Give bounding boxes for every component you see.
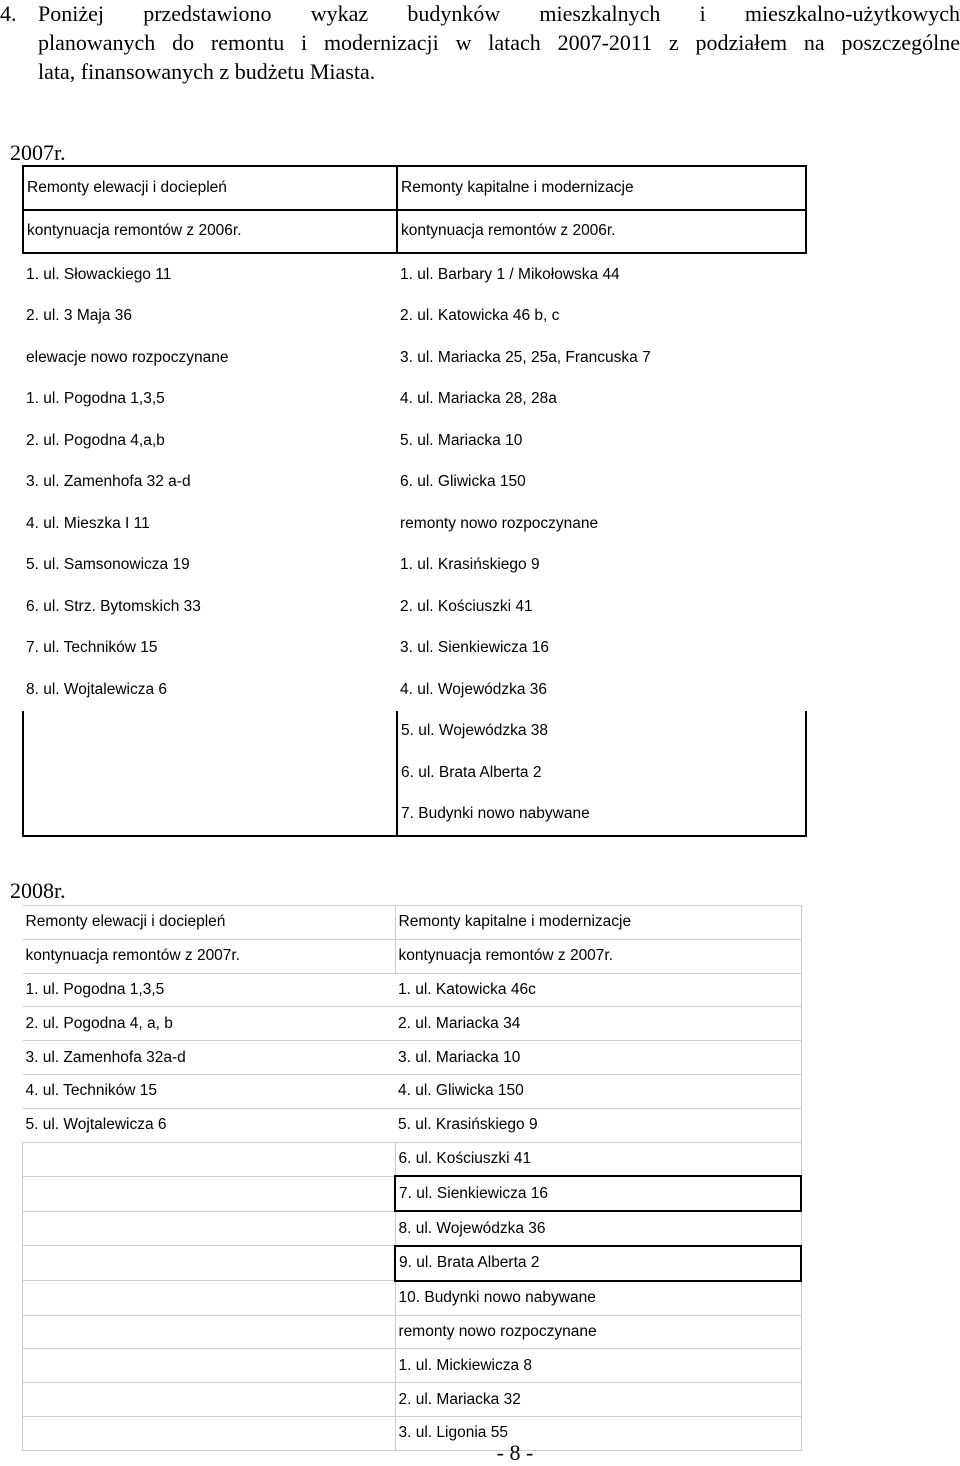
cell-elewacje: 1. ul. Słowackiego 11 xyxy=(26,265,172,283)
cell-kapitalne: remonty nowo rozpoczynane xyxy=(400,514,599,532)
cell-kapitalne: 5. ul. Wojewódzka 38 xyxy=(397,711,806,753)
cell-elewacje xyxy=(23,1281,396,1315)
table-row xyxy=(23,973,802,1007)
cell-kapitalne: 3. ul. Mariacka 10 xyxy=(395,1041,801,1075)
cell-kapitalne: 10. Budynki nowo nabywane xyxy=(395,1281,801,1315)
intro-word: przedstawiono xyxy=(143,1,272,26)
cell-elewacje: 6. ul. Strz. Bytomskich 33 xyxy=(26,597,201,615)
cell-elewacje xyxy=(23,1416,396,1450)
cell-kapitalne: 3. ul. Ligonia 55 xyxy=(395,1416,801,1450)
table-row xyxy=(23,1281,802,1315)
cell-kapitalne: 7. Budynki nowo nabywane xyxy=(397,794,806,837)
cell-elewacje: 5. ul. Wojtalewicza 6 xyxy=(23,1108,396,1142)
table-row xyxy=(23,166,806,210)
cell-kapitalne: 1. ul. Krasińskiego 9 xyxy=(400,556,540,574)
intro-word: z xyxy=(668,30,679,55)
table-row xyxy=(23,628,806,670)
table-row xyxy=(23,420,806,462)
cell-kapitalne: 2. ul. Mariacka 32 xyxy=(395,1383,801,1417)
cell-kapitalne: Remonty kapitalne i modernizacje xyxy=(395,906,801,940)
intro-word: mieszkalno-użytkowych xyxy=(744,1,960,26)
cell-elewacje xyxy=(23,1211,396,1246)
table-row xyxy=(23,1211,802,1246)
cell-elewacje: 8. ul. Wojtalewicza 6 xyxy=(26,680,167,698)
cell-kapitalne: 2. ul. Katowicka 46 b, c xyxy=(400,307,560,325)
cell-elewacje: 1. ul. Pogodna 1,3,5 xyxy=(23,973,396,1007)
intro-word: podziałem xyxy=(695,30,788,55)
cell-elewacje: Remonty elewacji i dociepleń xyxy=(23,166,397,210)
intro-line-1 xyxy=(38,0,960,28)
table-row xyxy=(23,1041,802,1075)
table-2007 xyxy=(22,165,807,837)
intro-word: latach xyxy=(488,30,541,55)
table-row xyxy=(23,1383,802,1417)
table-row xyxy=(23,462,806,504)
intro-word: Poniżej xyxy=(38,1,104,26)
cell-elewacje: Remonty elewacji i dociepleń xyxy=(23,906,396,940)
cell-kapitalne: 1. ul. Katowicka 46c xyxy=(395,973,801,1007)
table-row xyxy=(23,711,806,753)
cell-kapitalne: kontynuacja remontów z 2006r. xyxy=(397,210,806,254)
cell-kapitalne: 2. ul. Kościuszki 41 xyxy=(400,597,533,615)
table-row xyxy=(23,1349,802,1383)
intro-word: modernizacji xyxy=(323,30,439,55)
table-row xyxy=(23,794,806,837)
cell-elewacje xyxy=(23,711,397,753)
cell-elewacje: 4. ul. Mieszka I 11 xyxy=(26,514,150,532)
cell-elewacje: 2. ul. Pogodna 4,a,b xyxy=(26,431,165,449)
cell-elewacje xyxy=(23,794,397,837)
cell-kapitalne: 5. ul. Krasińskiego 9 xyxy=(395,1108,801,1142)
cell-kapitalne: 2. ul. Mariacka 34 xyxy=(395,1007,801,1041)
intro-word: poszczególne xyxy=(841,30,960,55)
table-row xyxy=(23,503,806,545)
intro-word: mieszkalnych xyxy=(539,1,661,26)
intro-word: do xyxy=(172,30,195,55)
cell-kapitalne: 7. ul. Sienkiewicza 16 xyxy=(395,1176,801,1211)
cell-elewacje: 3. ul. Zamenhofa 32a-d xyxy=(23,1041,396,1075)
cell-kapitalne: kontynuacja remontów z 2007r. xyxy=(395,939,801,973)
table-row xyxy=(23,669,806,711)
cell-kapitalne: 6. ul. Brata Alberta 2 xyxy=(397,752,806,794)
table-row xyxy=(23,1315,802,1349)
cell-kapitalne: 3. ul. Mariacka 25, 25a, Francuska 7 xyxy=(400,348,651,366)
table-row xyxy=(23,379,806,421)
cell-kapitalne: Remonty kapitalne i modernizacje xyxy=(397,166,806,210)
cell-kapitalne: 6. ul. Kościuszki 41 xyxy=(395,1142,801,1176)
cell-kapitalne: 9. ul. Brata Alberta 2 xyxy=(395,1246,801,1281)
cell-elewacje: kontynuacja remontów z 2007r. xyxy=(23,939,396,973)
cell-kapitalne: 4. ul. Gliwicka 150 xyxy=(395,1074,801,1108)
intro-word: planowanych xyxy=(38,30,156,55)
table-row xyxy=(23,1108,802,1142)
intro-word: i xyxy=(699,1,706,26)
intro-word: w xyxy=(455,30,472,55)
cell-kapitalne: 6. ul. Gliwicka 150 xyxy=(400,473,526,491)
table-row xyxy=(23,1007,802,1041)
table-row xyxy=(23,253,806,296)
cell-elewacje: 2. ul. 3 Maja 36 xyxy=(26,307,132,325)
cell-kapitalne: 3. ul. Sienkiewicza 16 xyxy=(400,639,550,657)
table-row xyxy=(23,1416,802,1450)
table-row xyxy=(23,906,802,940)
cell-elewacje xyxy=(23,1315,396,1349)
intro-word: wykaz xyxy=(310,1,369,26)
cell-kapitalne: 4. ul. Mariacka 28, 28a xyxy=(400,390,557,408)
cell-kapitalne: 1. ul. Barbary 1 / Mikołowska 44 xyxy=(400,265,620,283)
cell-elewacje xyxy=(23,1383,396,1417)
table-row xyxy=(23,586,806,628)
cell-elewacje: 4. ul. Techników 15 xyxy=(23,1074,396,1108)
table-row xyxy=(23,1074,802,1108)
cell-elewacje xyxy=(23,1246,396,1281)
table-row xyxy=(23,939,802,973)
cell-elewacje: 3. ul. Zamenhofa 32 a-d xyxy=(26,473,191,491)
table-2008 xyxy=(22,905,802,1451)
year-heading-2008: 2008r. xyxy=(10,878,66,903)
table-row xyxy=(23,1176,802,1211)
cell-elewacje: 2. ul. Pogodna 4, a, b xyxy=(23,1007,396,1041)
cell-kapitalne: 4. ul. Wojewódzka 36 xyxy=(400,680,548,698)
intro-word: na xyxy=(803,30,825,55)
intro-line-2 xyxy=(38,29,960,57)
table-row xyxy=(23,1142,802,1176)
cell-kapitalne: 1. ul. Mickiewicza 8 xyxy=(395,1349,801,1383)
year-heading-2007: 2007r. xyxy=(10,140,66,165)
table-row xyxy=(23,296,806,338)
table-row xyxy=(23,337,806,379)
cell-elewacje: kontynuacja remontów z 2006r. xyxy=(23,210,397,254)
cell-elewacje: 5. ul. Samsonowicza 19 xyxy=(26,556,190,574)
table-row xyxy=(23,545,806,587)
intro-line-3: lata, finansowanych z budżetu Miasta. xyxy=(38,59,376,84)
table-row xyxy=(23,1246,802,1281)
cell-elewacje xyxy=(23,1142,396,1176)
cell-elewacje xyxy=(23,1349,396,1383)
cell-kapitalne: 5. ul. Mariacka 10 xyxy=(400,431,523,449)
page-number: - 8 - xyxy=(496,1440,534,1465)
table-row xyxy=(23,210,806,254)
cell-elewacje: 7. ul. Techników 15 xyxy=(26,639,158,657)
intro-word: remontu xyxy=(210,30,285,55)
cell-elewacje xyxy=(23,752,397,794)
intro-word: 2007-2011 xyxy=(557,30,653,55)
cell-kapitalne: remonty nowo rozpoczynane xyxy=(395,1315,801,1349)
cell-kapitalne: 8. ul. Wojewódzka 36 xyxy=(395,1211,801,1246)
cell-elewacje: 1. ul. Pogodna 1,3,5 xyxy=(26,390,165,408)
cell-elewacje: elewacje nowo rozpoczynane xyxy=(26,348,229,366)
item-number: 4. xyxy=(0,1,17,26)
table-row xyxy=(23,752,806,794)
intro-word: budynków xyxy=(407,1,501,26)
intro-word: i xyxy=(301,30,308,55)
cell-elewacje xyxy=(23,1176,396,1211)
